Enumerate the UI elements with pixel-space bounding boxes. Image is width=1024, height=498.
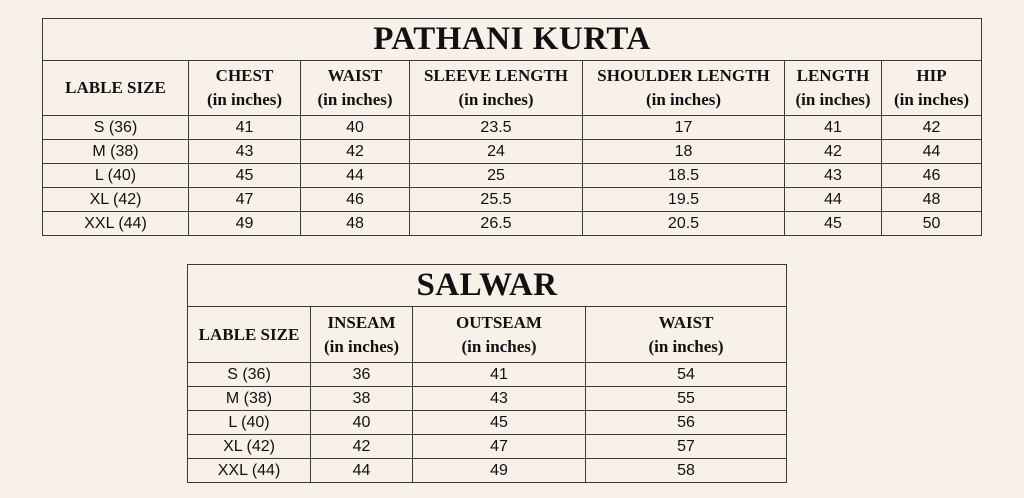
header-label: OUTSEAM [456,312,542,332]
measurement-cell: 43 [785,164,882,188]
table-row [188,387,787,411]
measurement-cell: 58 [586,459,787,483]
kurta-header-size [43,61,189,116]
measurement-cell: 47 [413,435,586,459]
size-label-cell: S (36) [188,363,311,387]
header-unit: (in inches) [317,90,393,109]
measurement-cell: 24 [410,140,583,164]
measurement-cell: 49 [413,459,586,483]
salwar-size-table [187,264,787,483]
header-label: LABLE SIZE [65,78,166,97]
measurement-cell: 42 [311,435,413,459]
measurement-cell: 43 [189,140,301,164]
header-label: SLEEVE LENGTH [423,66,569,85]
measurement-cell: 19.5 [583,188,785,212]
header-label: SHOULDER LENGTH [597,66,770,85]
header-unit: (in inches) [893,90,970,109]
measurement-cell: 40 [311,411,413,435]
measurement-cell: 38 [311,387,413,411]
header-unit: (in inches) [206,90,283,109]
measurement-cell: 56 [586,411,787,435]
kurta-header-shoulder-length [583,61,785,116]
measurement-cell: 18 [583,140,785,164]
size-label-cell: L (40) [188,411,311,435]
header-label: LENGTH [796,66,870,85]
kurta-header-hip [882,61,982,116]
kurta-header-waist [301,61,410,116]
kurta-header-row [43,61,982,116]
measurement-cell: 44 [311,459,413,483]
table-row [43,116,982,140]
header-label: HIP [916,66,947,85]
measurement-cell: 25.5 [410,188,583,212]
header-unit: (in inches) [648,336,724,356]
measurement-cell: 40 [301,116,410,140]
measurement-cell: 42 [301,140,410,164]
measurement-cell: 42 [785,140,882,164]
measurement-cell: 44 [882,140,982,164]
measurement-cell: 48 [882,188,982,212]
header-unit: (in inches) [645,90,722,109]
header-unit: (in inches) [458,90,534,109]
header-label: LABLE SIZE [198,324,300,344]
table-row [43,188,982,212]
measurement-cell: 41 [413,363,586,387]
salwar-header-outseam [413,307,586,363]
salwar-table-body [188,363,787,483]
size-label-cell: L (40) [43,164,189,188]
measurement-cell: 42 [882,116,982,140]
size-label-cell: XL (42) [188,435,311,459]
measurement-cell: 57 [586,435,787,459]
measurement-cell: 23.5 [410,116,583,140]
table-row [43,164,982,188]
measurement-cell: 47 [189,188,301,212]
measurement-cell: 26.5 [410,212,583,236]
measurement-cell: 54 [586,363,787,387]
header-unit: (in inches) [795,90,871,109]
measurement-cell: 46 [301,188,410,212]
measurement-cell: 41 [785,116,882,140]
kurta-table-body [43,116,982,236]
size-label-cell: XL (42) [43,188,189,212]
pathani-kurta-size-table [42,18,982,236]
measurement-cell: 18.5 [583,164,785,188]
size-label-cell: S (36) [43,116,189,140]
table-row [188,435,787,459]
header-unit: (in inches) [461,336,537,356]
measurement-cell: 41 [189,116,301,140]
size-label-cell: XXL (44) [188,459,311,483]
size-label-cell: M (38) [188,387,311,411]
measurement-cell: 55 [586,387,787,411]
table-row [188,459,787,483]
measurement-cell: 46 [882,164,982,188]
kurta-header-length [785,61,882,116]
header-label: CHEST [215,66,274,85]
salwar-header-size [188,307,311,363]
table-row [43,140,982,164]
table-row [43,212,982,236]
salwar-header-waist [586,307,787,363]
measurement-cell: 25 [410,164,583,188]
measurement-cell: 45 [785,212,882,236]
kurta-table-title: PATHANI KURTA [43,19,982,61]
table-row [188,363,787,387]
measurement-cell: 50 [882,212,982,236]
salwar-table-title: SALWAR [188,265,787,307]
table-row [188,411,787,435]
measurement-cell: 44 [785,188,882,212]
measurement-cell: 45 [413,411,586,435]
measurement-cell: 45 [189,164,301,188]
measurement-cell: 20.5 [583,212,785,236]
measurement-cell: 43 [413,387,586,411]
size-label-cell: M (38) [43,140,189,164]
header-label: WAIST [658,312,714,332]
measurement-cell: 49 [189,212,301,236]
size-label-cell: XXL (44) [43,212,189,236]
header-label: INSEAM [327,312,396,332]
measurement-cell: 17 [583,116,785,140]
salwar-header-inseam [311,307,413,363]
measurement-cell: 44 [301,164,410,188]
measurement-cell: 48 [301,212,410,236]
measurement-cell: 36 [311,363,413,387]
header-unit: (in inches) [323,336,400,356]
salwar-header-row [188,307,787,363]
header-label: WAIST [327,66,383,85]
kurta-header-sleeve-length [410,61,583,116]
kurta-header-chest [189,61,301,116]
